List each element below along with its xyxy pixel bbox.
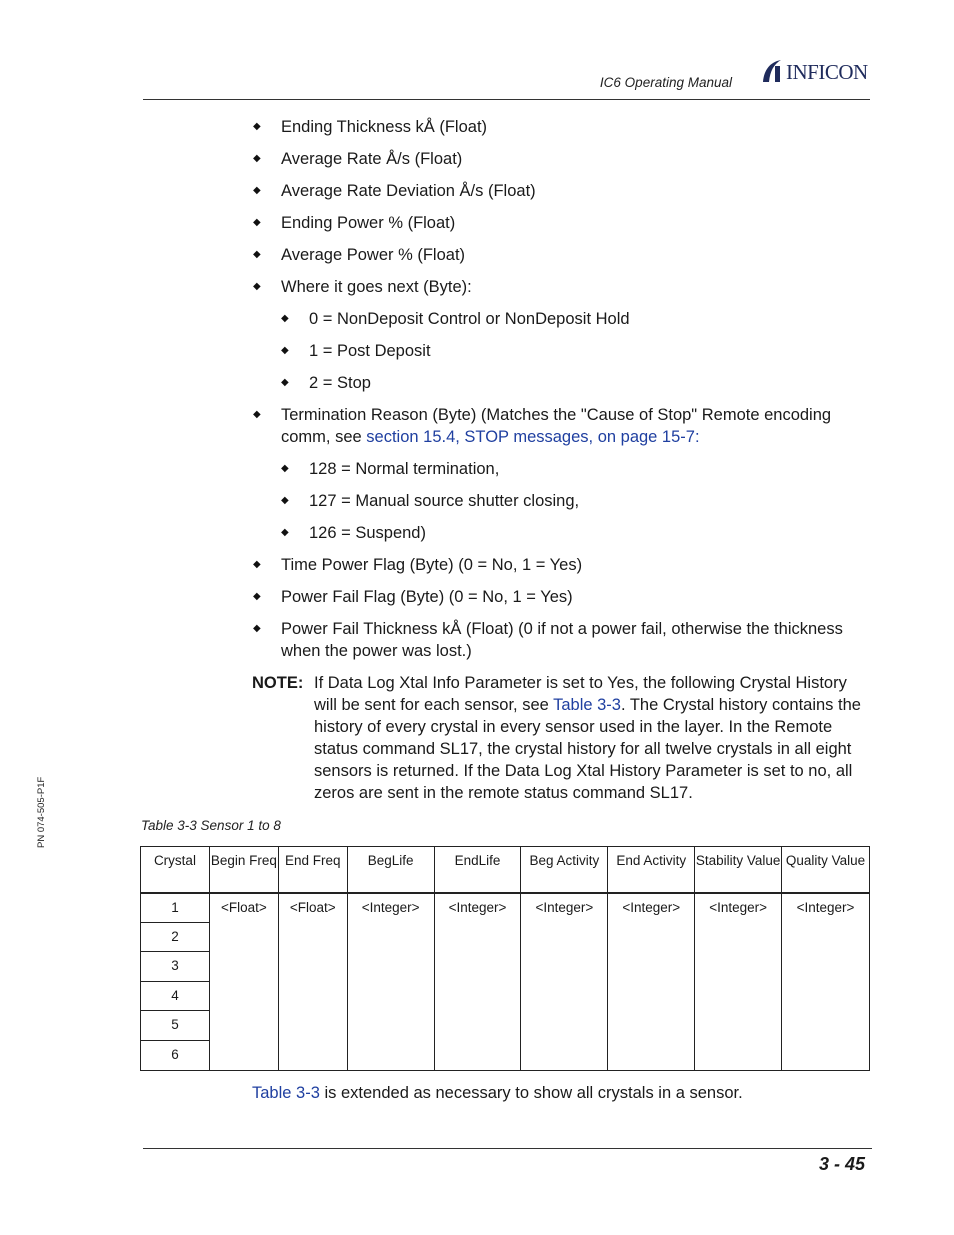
- sub-list-item: ◆ 1 = Post Deposit: [281, 342, 431, 360]
- diamond-bullet-icon: ◆: [253, 591, 261, 602]
- diamond-bullet-icon: ◆: [253, 281, 261, 292]
- list-item: ◆ Power Fail Flag (Byte) (0 = No, 1 = Yes): [253, 588, 573, 606]
- list-item: ◆ Where it goes next (Byte):: [253, 278, 472, 296]
- part-number-label: PN 074-505-P1F: [36, 776, 47, 848]
- sub-list-item: ◆ 127 = Manual source shutter closing,: [281, 492, 580, 510]
- type-cell: <Integer>: [608, 893, 695, 1071]
- diamond-bullet-icon: ◆: [253, 249, 261, 260]
- diamond-bullet-icon: ◆: [281, 377, 289, 388]
- crystal-cell: 6: [141, 1040, 210, 1070]
- section-15-4-link[interactable]: section 15.4, STOP messages, on page 15-7: [366, 428, 695, 446]
- type-cell: <Float>: [278, 893, 347, 1071]
- column-header: Quality Value: [782, 847, 870, 893]
- running-header-title: IC6 Operating Manual: [599, 75, 732, 90]
- sub-list-item: ◆ 0 = NonDeposit Control or NonDeposit Hold: [281, 310, 630, 328]
- diamond-bullet-icon: ◆: [253, 153, 261, 164]
- crystal-cell: 4: [141, 981, 210, 1011]
- table-caption: Table 3-3 Sensor 1 to 8: [141, 818, 281, 833]
- type-cell: <Float>: [209, 893, 278, 1071]
- column-header: Stability Value: [695, 847, 782, 893]
- footer-rule: [143, 1148, 872, 1149]
- crystal-cell: 3: [141, 952, 210, 982]
- column-header: End Freq: [278, 847, 347, 893]
- list-item: ◆ Power Fail Thickness kÅ (Float) (0 if not a power fail, otherwise the thickness when the power was lost.): [253, 620, 843, 660]
- diamond-bullet-icon: ◆: [253, 409, 261, 420]
- logo-wordmark: INFICON: [786, 60, 868, 84]
- diamond-bullet-icon: ◆: [281, 527, 289, 538]
- field-list: [252, 116, 872, 672]
- type-cell: <Integer>: [521, 893, 608, 1071]
- table-3-3-link[interactable]: Table 3-3: [553, 696, 621, 714]
- list-item: ◆ Time Power Flag (Byte) (0 = No, 1 = Yes): [253, 556, 583, 574]
- column-header: Crystal: [141, 847, 210, 893]
- list-item: ◆ Average Rate Deviation Å/s (Float): [253, 182, 536, 200]
- inficon-logo: [760, 58, 875, 86]
- crystal-cell: 5: [141, 1011, 210, 1041]
- crystal-cell: 2: [141, 922, 210, 952]
- diamond-bullet-icon: ◆: [281, 313, 289, 324]
- inficon-swoosh-icon: [760, 58, 784, 84]
- table-extension-note: Table 3-3 is extended as necessary to show all crystals in a sensor.: [252, 1084, 743, 1102]
- diamond-bullet-icon: ◆: [281, 463, 289, 474]
- crystal-cell: 1: [141, 893, 210, 923]
- type-cell: <Integer>: [434, 893, 521, 1071]
- type-cell: <Integer>: [782, 893, 870, 1071]
- column-header: Begin Freq: [209, 847, 278, 893]
- diamond-bullet-icon: ◆: [253, 623, 261, 634]
- list-item: ◆ Average Rate Å/s (Float): [253, 150, 463, 168]
- sub-list-item: ◆ 128 = Normal termination,: [281, 460, 500, 478]
- list-item: ◆ Termination Reason (Byte) (Matches the "Cause of Stop" Remote encoding comm, see section 15.4, STOP messages, on page 15-7:: [253, 406, 832, 446]
- diamond-bullet-icon: ◆: [253, 185, 261, 196]
- type-cell: <Integer>: [695, 893, 782, 1071]
- type-cell: <Integer>: [347, 893, 434, 1071]
- diamond-bullet-icon: ◆: [253, 217, 261, 228]
- header-rule: [143, 99, 870, 100]
- note-block: [252, 672, 872, 804]
- list-item: ◆ Ending Thickness kÅ (Float): [253, 118, 488, 136]
- sub-list-item: ◆ 126 = Suspend): [281, 524, 426, 542]
- column-header: Beg Activity: [521, 847, 608, 893]
- crystal-history-table: [140, 846, 870, 1071]
- list-item: ◆ Average Power % (Float): [253, 246, 466, 264]
- sub-list-item: ◆ 2 = Stop: [281, 374, 371, 392]
- page-number: 3 - 45: [818, 1154, 865, 1174]
- diamond-bullet-icon: ◆: [281, 345, 289, 356]
- diamond-bullet-icon: ◆: [281, 495, 289, 506]
- table-header-row: [141, 847, 870, 893]
- column-header: EndLife: [434, 847, 521, 893]
- column-header: End Activity: [608, 847, 695, 893]
- table-3-3-link[interactable]: Table 3-3: [252, 1084, 320, 1102]
- diamond-bullet-icon: ◆: [253, 559, 261, 570]
- note-body: If Data Log Xtal Info Parameter is set to Yes, the following Crystal History will be sent for each sensor, see Table 3-3. The Crystal history contains the history of every crystal in every sensor used in the layer. In the Remote status command SL17, the crystal history for all twelve crystals in all eight sensors is returned. If the Data Log Xtal History Parameter is set to no, all zeros are sent in the remote status command SL17.: [314, 674, 861, 802]
- note-label: NOTE:: [252, 674, 304, 692]
- table-row: [141, 893, 870, 923]
- diamond-bullet-icon: ◆: [253, 121, 261, 132]
- list-item: ◆ Ending Power % (Float): [253, 214, 456, 232]
- column-header: BegLife: [347, 847, 434, 893]
